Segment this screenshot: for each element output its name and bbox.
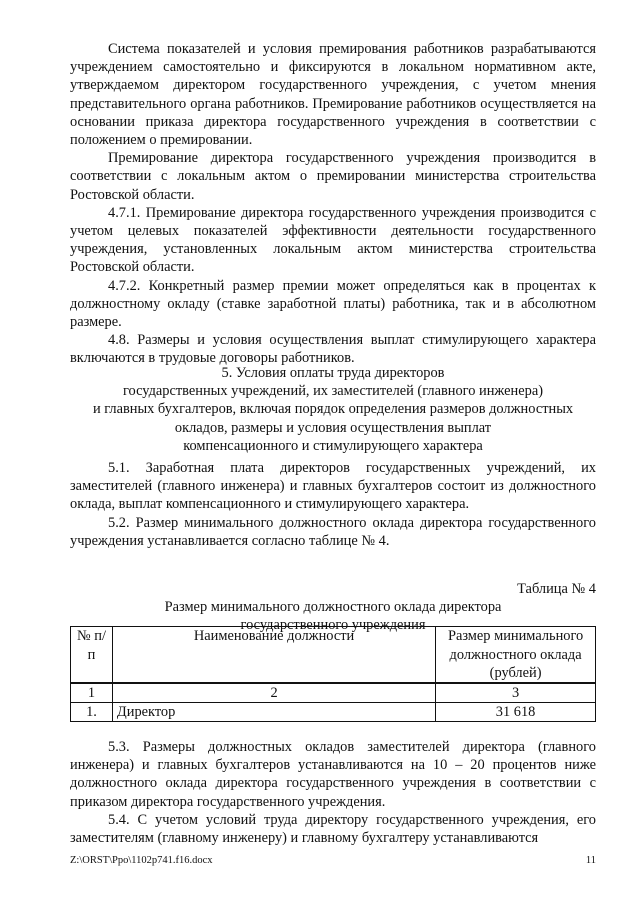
heading-line: государственных учреждений, их заместителей (главного инженера): [123, 383, 543, 400]
top-paragraphs: [70, 40, 596, 368]
row-salary: 31 618: [436, 703, 596, 722]
row-number: 1.: [71, 703, 113, 722]
heading-line: и главных бухгалтеров, включая порядок определения размеров должностных: [92, 401, 574, 418]
heading-line: 5. Условия оплаты труда директоров: [221, 365, 445, 381]
heading-line: окладов, размеры и условия осуществления выплат: [174, 419, 492, 436]
bottom-paragraphs: [70, 738, 596, 847]
paragraph: 4.7.2. Конкретный размер премии может определяться как в процентах к должностному окладу (ставке заработной платы) работника, так и в абсолютном размере.: [70, 277, 596, 331]
numbering-cell: 2: [112, 683, 435, 703]
paragraph: 5.4. С учетом условий труда директору государственного учреждения, его заместителям (главному инженеру) и главному бухгалтеру устанавливаются: [70, 811, 596, 847]
header-salary: Размер минимального должностного оклада (рублей): [436, 627, 596, 683]
paragraph: 4.8. Размеры и условия осуществления выплат стимулирующего характера включаются в трудовые договоры работников.: [70, 332, 596, 367]
file-path: Z:\ORST\Ppo\1102p741.f16.docx: [70, 855, 213, 866]
table-block: [70, 580, 596, 722]
header-number: № п/п: [71, 627, 113, 683]
paragraph: Система показателей и условия премирования работников разрабатываются учреждением самостоятельно и фиксируются в локальном нормативном акте, утверждаемом директором государственного учреждения, с учетом мнения представительного органа работников. Премирование работников осуществляется на основании приказа директора государственного учреждения в соответствии с положением о премировании.: [70, 41, 596, 149]
numbering-cell: 3: [436, 683, 596, 703]
paragraph: 4.7.1. Премирование директора государственного учреждения производится с учетом целевых показателей эффективности деятельности государственного учреждения, установленных локальным актом министерства строительства Ростовской области.: [70, 204, 596, 276]
header-position: Наименование должности: [112, 627, 435, 683]
table-numbering-row: [71, 683, 596, 703]
paragraph: Премирование директора государственного учреждения производится в соответствии с локальным актом о премировании министерства строительства Ростовской области.: [70, 150, 596, 203]
numbering-cell: 1: [71, 683, 113, 703]
table-title: Размер минимального должностного оклада директора: [164, 599, 502, 616]
table-header-row: [71, 627, 596, 683]
paragraph: 5.1. Заработная плата директоров государственных учреждений, их заместителей (главного инженера) и главных бухгалтеров состоит из должностного оклада, выплат компенсационного и стимулирующего характера.: [70, 460, 596, 513]
heading-line: компенсационного и стимулирующего характера: [183, 437, 483, 454]
row-position: Директор: [112, 703, 435, 722]
table-label: Таблица № 4: [517, 581, 596, 597]
section-heading: [70, 364, 596, 455]
table-title-line2: государственного учреждения: [240, 617, 426, 634]
page-number: 11: [585, 855, 596, 866]
salary-table: [70, 626, 596, 722]
paragraph: 5.2. Размер минимального должностного оклада директора государственного учреждения устанавливается согласно таблице № 4.: [70, 514, 596, 549]
mid-paragraphs: [70, 459, 596, 550]
table-row: [71, 703, 596, 722]
paragraph: 5.3. Размеры должностных окладов заместителей директора (главного инженера) и главных бухгалтеров устанавливаются на 10 – 20 процентов ниже должностного оклада директора государственного учреждения в соответствии с приказом директора государственного учреждения.: [70, 739, 596, 810]
